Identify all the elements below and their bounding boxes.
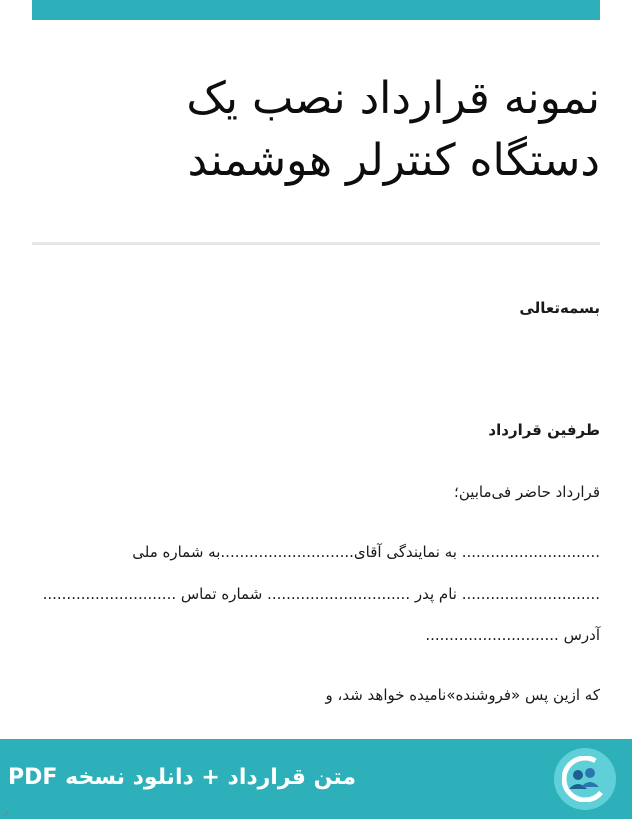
- title-divider: [32, 242, 600, 245]
- seller-line: که ازین پس «فروشنده»نامیده خواهد شد، و: [325, 686, 600, 704]
- title-line-2: دستگاه کنترلر هوشمند: [187, 135, 600, 186]
- corner-mark: ر: [4, 806, 8, 815]
- section-heading-parties: طرفین قرارداد: [488, 421, 600, 439]
- users-chat-icon: [554, 748, 616, 810]
- document-title: [40, 68, 600, 192]
- father-contact-line: ............................. نام پدر .............................. شماره تماس ............................: [42, 585, 600, 603]
- download-banner-label: متن قرارداد + دانلود نسخه PDF: [8, 765, 356, 790]
- basmala: بسمه‌تعالی: [519, 299, 600, 317]
- address-line: آدرس ............................: [425, 626, 600, 644]
- top-accent-bar: [32, 0, 600, 20]
- title-line-1: نمونه قرارداد نصب یک: [186, 73, 600, 124]
- download-banner[interactable]: [0, 739, 632, 819]
- representative-line: ............................. به نمایندگی آقای............................به شماره ملی: [132, 543, 600, 561]
- intro-text: قرارداد حاضر فی‌مابین؛: [454, 483, 600, 501]
